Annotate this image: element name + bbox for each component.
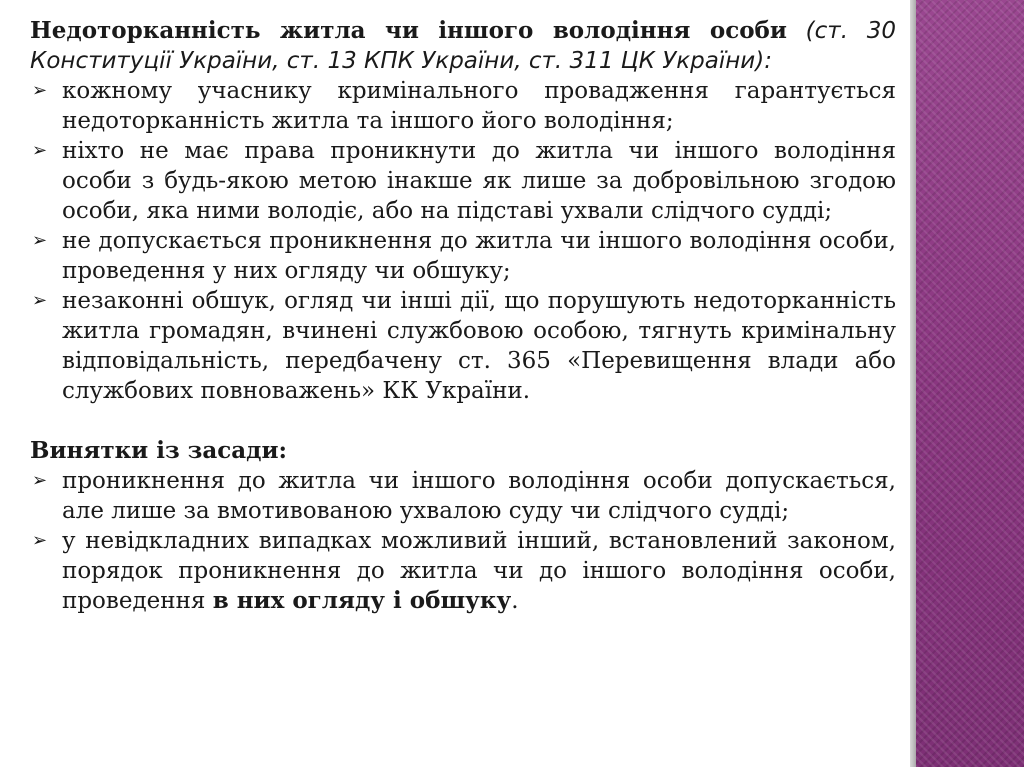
arrow-bullet-icon: ➢ (32, 80, 48, 101)
list-item-suffix: . (511, 588, 519, 614)
list-item-text: проникнення до житла чи іншого володіння особи допускається, але лише за вмотивованою ухвалою суду чи слідчого судді; (62, 468, 896, 524)
slide-content (30, 16, 896, 616)
arrow-bullet-icon: ➢ (32, 230, 48, 251)
arrow-bullet-icon: ➢ (32, 530, 48, 551)
arrow-bullet-icon: ➢ (32, 470, 48, 491)
list-item-text: ніхто не має права проникнути до житла чи іншого володіння особи з будь-якою метою інакше як лише за добровільною згодою особи, яка ними володіє, або на підставі ухвали слідчого судді; (62, 138, 896, 224)
list-item (30, 76, 896, 136)
list-item (30, 226, 896, 286)
exceptions-title: Винятки із засади: (30, 437, 288, 464)
list-item (30, 136, 896, 226)
list-item-text: у невідкладних випадках можливий інший, встановлений законом, порядок проникнення до житла чи до іншого володіння особи, проведення (62, 528, 896, 614)
list-item (30, 466, 896, 526)
heading (30, 16, 896, 76)
list-item-emphasis: в них огляду і обшуку (212, 587, 512, 614)
list-item-text: не допускається проникнення до житла чи іншого володіння особи, проведення у них огляду чи обшуку; (62, 228, 896, 284)
list-item-text: незаконні обшук, огляд чи інші дії, що порушують недоторканність житла громадян, вчинені службовою особою, тягнуть кримінальну відповідальність, передбачену ст. 365 «Перевищення влади або службових повноважень» КК України. (62, 288, 896, 404)
principle-list (30, 76, 896, 406)
heading-reference: (ст. 30 Конституції України, ст. 13 КПК України, ст. 311 ЦК України): (30, 18, 896, 74)
list-item-text: кожному учаснику кримінального провадження гарантується недоторканність житла та іншого його володіння; (62, 78, 896, 134)
exceptions-list (30, 466, 896, 616)
arrow-bullet-icon: ➢ (32, 290, 48, 311)
list-item (30, 286, 896, 406)
decorative-side-band (916, 0, 1024, 767)
list-item (30, 526, 896, 616)
heading-title: Недоторканність житла чи іншого володіння особи (30, 17, 787, 44)
section-spacer (30, 406, 896, 436)
arrow-bullet-icon: ➢ (32, 140, 48, 161)
